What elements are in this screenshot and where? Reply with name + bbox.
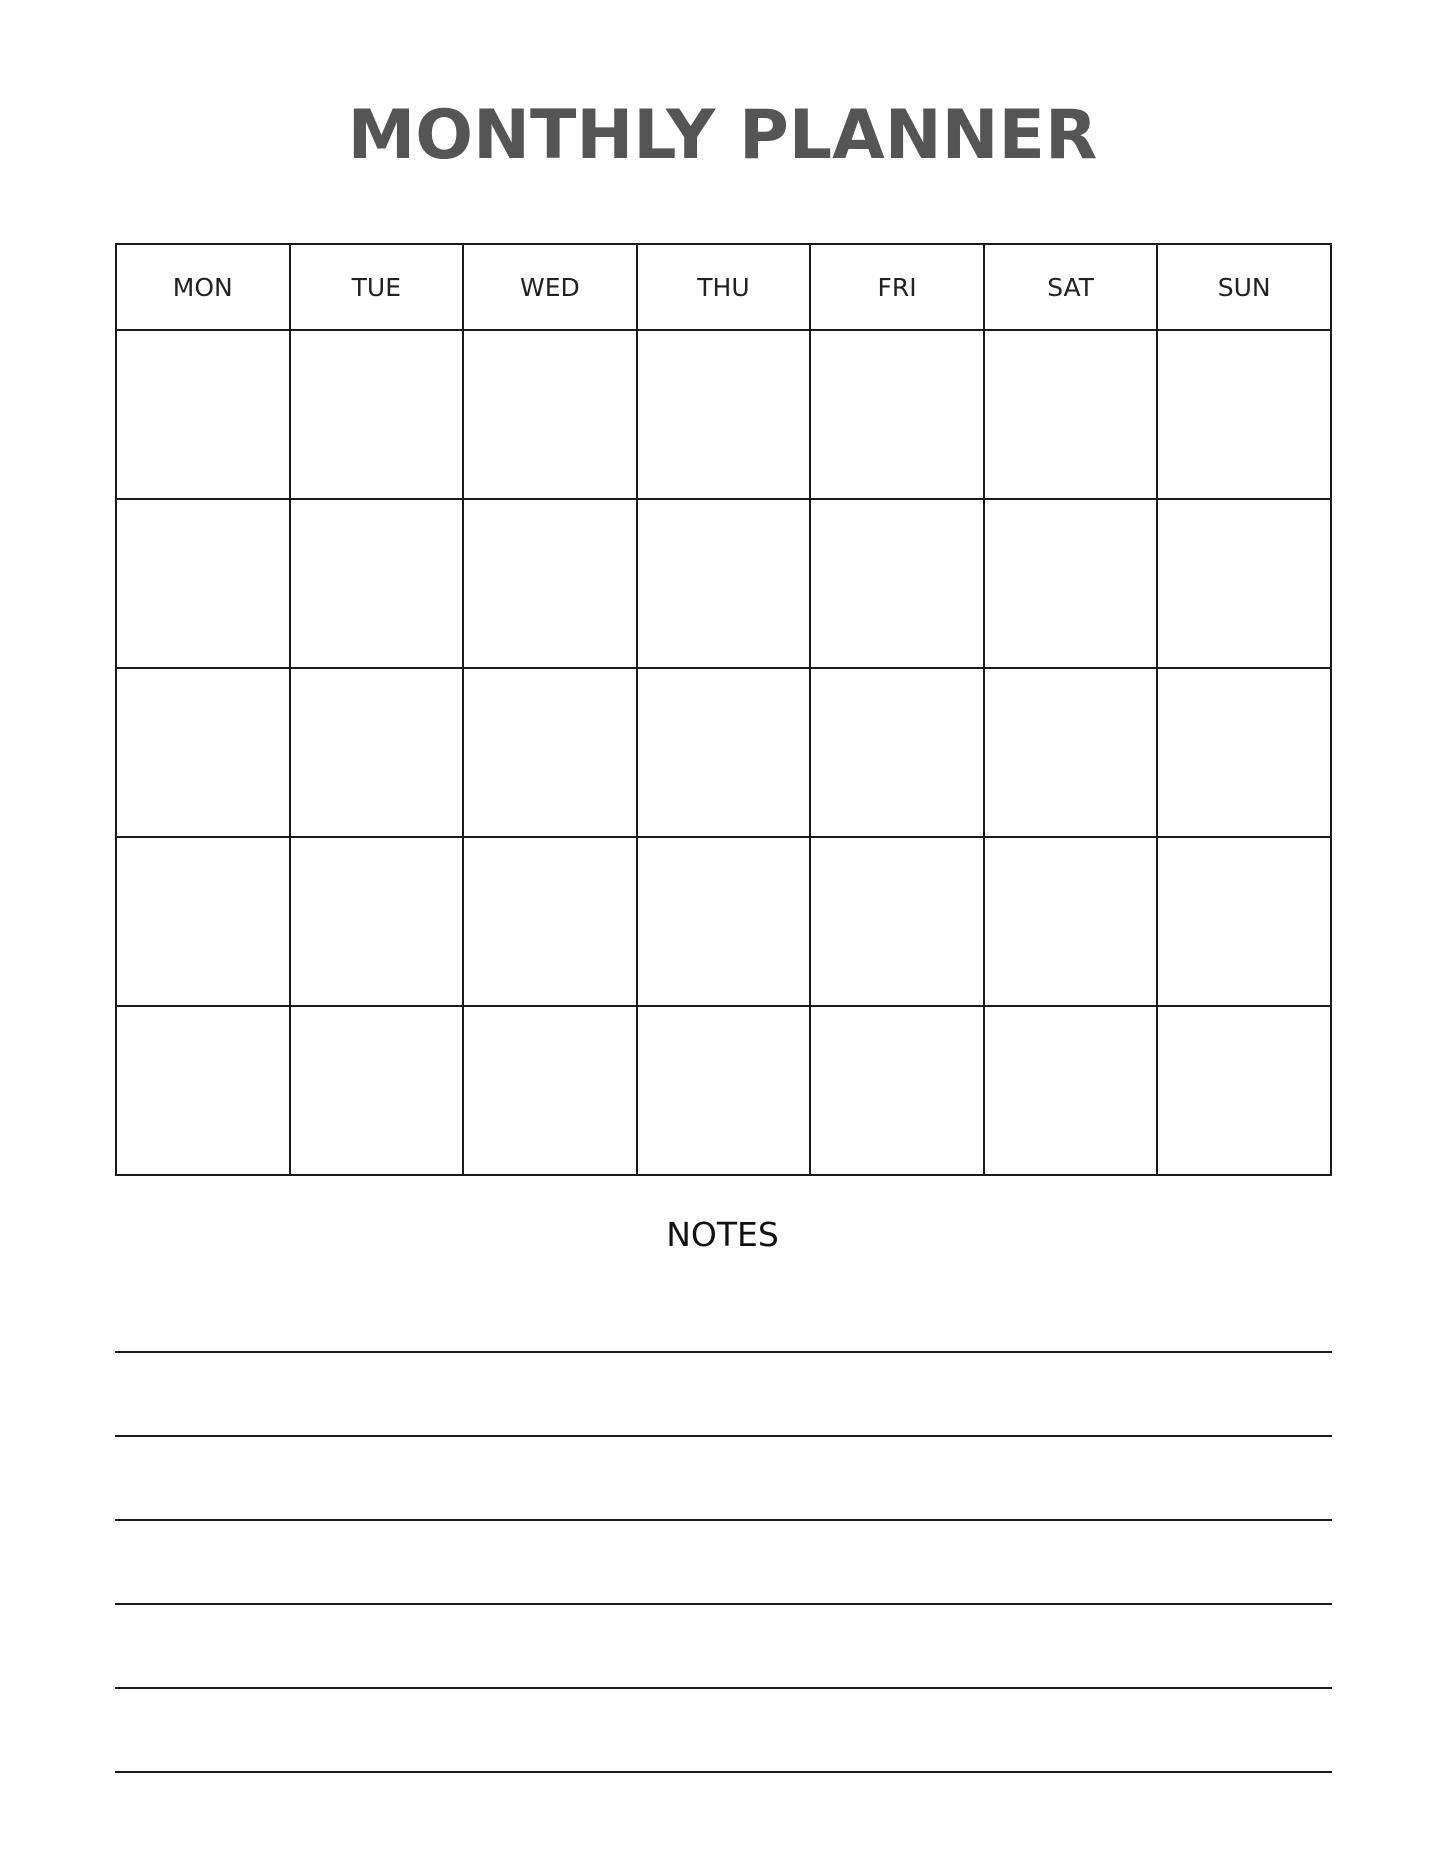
notes-line[interactable]	[115, 1603, 1332, 1605]
day-cell-sun[interactable]	[1157, 499, 1331, 668]
weekday-header-thu: THU	[637, 244, 811, 330]
day-cell-thu[interactable]	[637, 1006, 811, 1175]
day-cell-fri[interactable]	[810, 668, 984, 837]
day-cell-thu[interactable]	[637, 330, 811, 499]
weekday-header-row	[116, 244, 1331, 330]
weekday-header-sat: SAT	[984, 244, 1158, 330]
day-cell-thu[interactable]	[637, 499, 811, 668]
day-cell-mon[interactable]	[116, 668, 290, 837]
day-cell-wed[interactable]	[463, 668, 637, 837]
day-cell-fri[interactable]	[810, 837, 984, 1006]
day-cell-thu[interactable]	[637, 668, 811, 837]
notes-line[interactable]	[115, 1351, 1332, 1353]
day-cell-sat[interactable]	[984, 1006, 1158, 1175]
notes-line[interactable]	[115, 1687, 1332, 1689]
notes-line[interactable]	[115, 1435, 1332, 1437]
day-cell-mon[interactable]	[116, 499, 290, 668]
day-cell-tue[interactable]	[290, 499, 464, 668]
day-cell-sat[interactable]	[984, 837, 1158, 1006]
page-title: MONTHLY PLANNER	[347, 96, 1098, 175]
day-cell-fri[interactable]	[810, 330, 984, 499]
weekday-header-mon: MON	[116, 244, 290, 330]
day-cell-wed[interactable]	[463, 1006, 637, 1175]
day-cell-fri[interactable]	[810, 1006, 984, 1175]
week-row	[116, 330, 1331, 499]
weekday-header-sun: SUN	[1157, 244, 1331, 330]
day-cell-sun[interactable]	[1157, 668, 1331, 837]
week-row	[116, 668, 1331, 837]
day-cell-sat[interactable]	[984, 499, 1158, 668]
notes-title: NOTES	[666, 1215, 779, 1254]
notes-line[interactable]	[115, 1519, 1332, 1521]
day-cell-mon[interactable]	[116, 1006, 290, 1175]
day-cell-sun[interactable]	[1157, 330, 1331, 499]
week-row	[116, 499, 1331, 668]
day-cell-fri[interactable]	[810, 499, 984, 668]
weekday-header-tue: TUE	[290, 244, 464, 330]
day-cell-mon[interactable]	[116, 330, 290, 499]
day-cell-tue[interactable]	[290, 837, 464, 1006]
weekday-header-fri: FRI	[810, 244, 984, 330]
weekday-header-wed: WED	[463, 244, 637, 330]
notes-line[interactable]	[115, 1771, 1332, 1773]
day-cell-tue[interactable]	[290, 668, 464, 837]
day-cell-mon[interactable]	[116, 837, 290, 1006]
day-cell-sun[interactable]	[1157, 1006, 1331, 1175]
day-cell-thu[interactable]	[637, 837, 811, 1006]
day-cell-tue[interactable]	[290, 1006, 464, 1175]
week-row	[116, 837, 1331, 1006]
day-cell-wed[interactable]	[463, 499, 637, 668]
day-cell-wed[interactable]	[463, 837, 637, 1006]
calendar-grid	[115, 243, 1332, 1176]
day-cell-sat[interactable]	[984, 668, 1158, 837]
week-row	[116, 1006, 1331, 1175]
day-cell-wed[interactable]	[463, 330, 637, 499]
day-cell-tue[interactable]	[290, 330, 464, 499]
calendar-body	[116, 330, 1331, 1175]
day-cell-sat[interactable]	[984, 330, 1158, 499]
day-cell-sun[interactable]	[1157, 837, 1331, 1006]
